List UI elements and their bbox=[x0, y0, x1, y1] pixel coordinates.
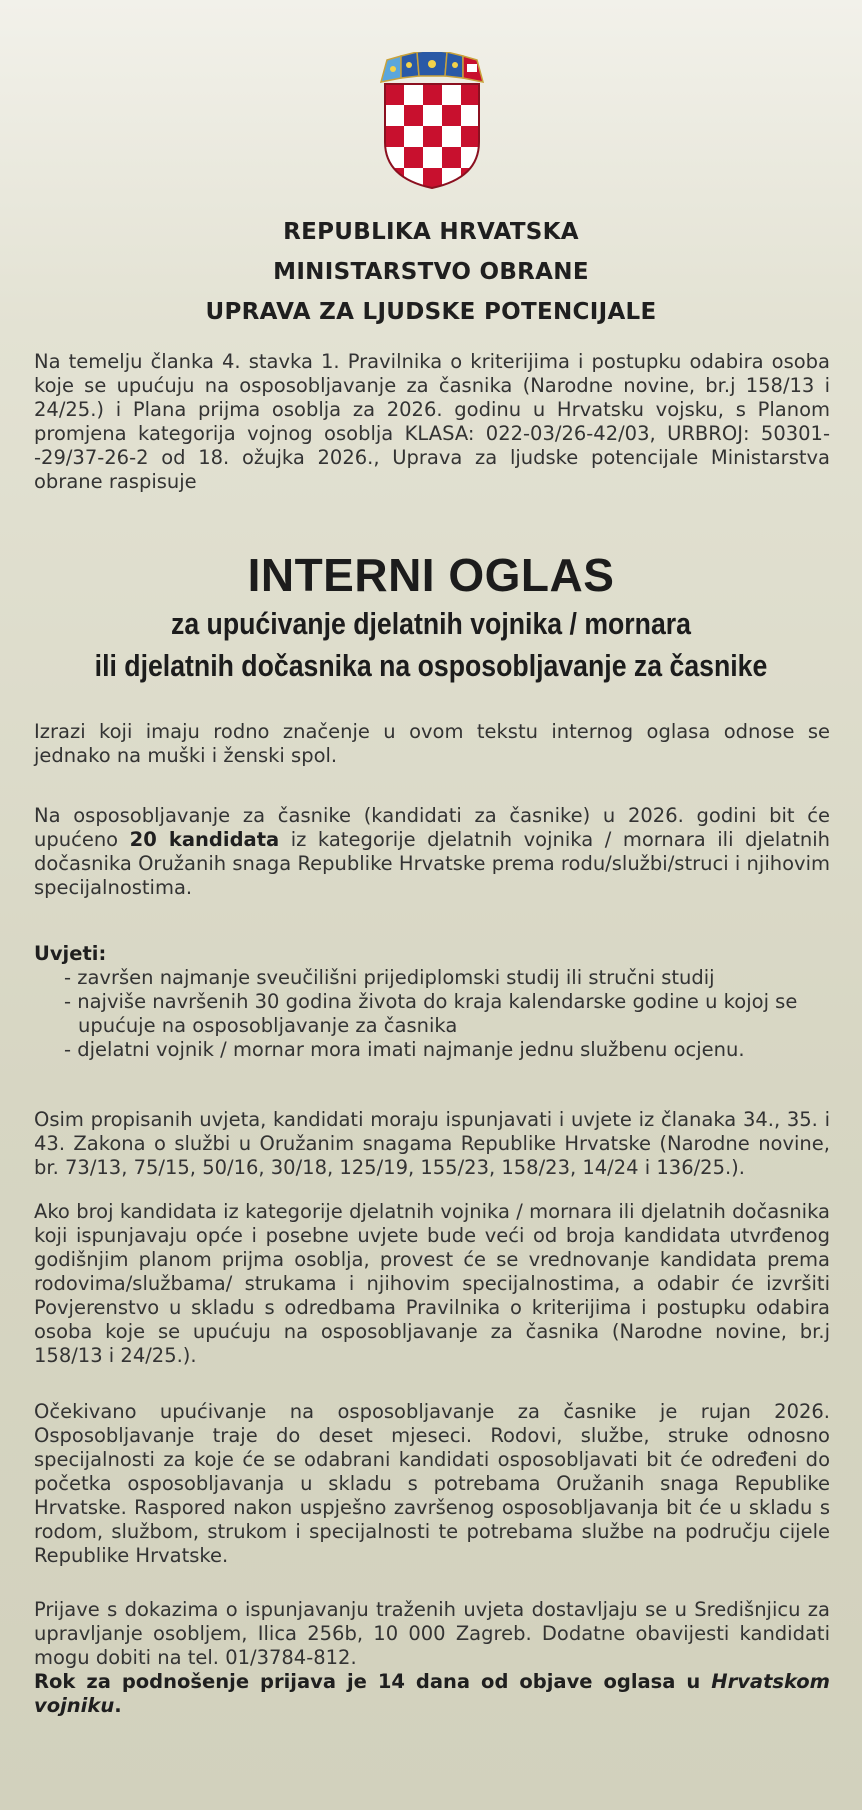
deadline-text: Rok za podnošenje prijava je 14 dana od objave oglasa u bbox=[34, 1670, 712, 1693]
deadline-end: . bbox=[114, 1694, 122, 1717]
crown-icon bbox=[381, 52, 483, 82]
candidates-count: 20 kandidata bbox=[129, 828, 280, 851]
title-subline-2: ili djelatnih dočasnika na osposobljavanje za časnike bbox=[94, 648, 768, 683]
header-line-republic: REPUBLIKA HRVATSKA bbox=[283, 219, 579, 245]
selection-paragraph: Ako broj kandidata iz kategorije djelatnih vojnika / mornara ili djelatnih dočasnika koji ispunjavaju opće i posebne uvjete bude veći od broja kandidata utvrđenog godišnjim planom prijma osoblja, provest će se vrednovanje kandidata prema rodovima/službama/ strukama i njihovim specijalnostima, a odabir će izvršiti Povjerenstvo u skladu s odredbama Pravilnika o kriterijima i postupku odabira osoba koje se upućuju na osposobljavanje za časnika (Narodne novine, br.j 158/13 i 24/25.). bbox=[34, 1200, 830, 1367]
list-item: - djelatni vojnik / mornar mora imati najmanje jednu službenu ocjenu. bbox=[64, 1038, 745, 1061]
gender-note-paragraph: Izrazi koji imaju rodno značenje u ovom tekstu internog oglasa odnose se jednako na muški i ženski spol. bbox=[34, 720, 830, 767]
applications-paragraph: Prijave s dokazima o ispunjavanju traženih uvjeta dostavljaju se u Središnjicu za upravljanje osobljem, Ilica 256b, 10 000 Zagreb. Dodatne obavijesti kandidati mogu dobiti na tel. 01/3784-812. bbox=[34, 1598, 830, 1669]
conditions-section bbox=[34, 942, 830, 1062]
list-item: - najviše navršenih 30 godina života do kraja kalendarske godine u kojoj se upućuje na osposobljavanje za časnika bbox=[64, 990, 798, 1037]
candidates-text-before: Na osposobljavanje za časnike (kandidati za časnike) u 2026. godini bit će upućeno bbox=[34, 804, 830, 851]
legal-conditions-paragraph: Osim propisanih uvjeta, kandidati moraju ispunjavati i uvjete iz članaka 34., 35. i 43. Zakona o službi u Oružanim snagama Republike Hrvatske (Narodne novine, br. 73/13, 75/15, 50/16, 30/18, 125/19, 155/23, 158/23, 14/24 i 136/25.). bbox=[34, 1108, 830, 1179]
conditions-heading: Uvjeti: bbox=[34, 942, 107, 965]
header-line-directorate: UPRAVA ZA LJUDSKE POTENCIJALE bbox=[205, 299, 657, 325]
training-paragraph: Očekivano upućivanje na osposobljavanje za časnike je rujan 2026. Osposobljavanje traje do deset mjeseci. Rodovi, službe, struke odnosno specijalnosti za koje će se odabrani kandidati osposobljavati bit će određeni do početka osposobljavanja u skladu s potrebama Oružanih snaga Republike Hrvatske. Raspored nakon uspješno završenog osposobljavanja bit će u skladu s rodom, službom, strukom i specijalnosti te potrebama službe na području cijele Republike Hrvatske. bbox=[34, 1400, 830, 1567]
conditions-list bbox=[34, 966, 830, 1062]
candidates-text-after: iz kategorije djelatnih vojnika / mornara ili djelatnih dočasnika Oružanih snaga Republike Hrvatske prema rodu/službi/struci i njihovim specijalnostima. bbox=[34, 828, 830, 899]
candidates-paragraph bbox=[34, 804, 830, 900]
deadline-publication: Hrvatskom vojniku bbox=[34, 1670, 830, 1717]
intro-paragraph: Na temelju članka 4. stavka 1. Pravilnika o kriterijima i postupku odabira osoba koje se upućuju na osposobljavanje za časnika (Narodne novine, br.j 158/13 i 24/25.) i Plana prijma osoblja za 2026. godinu u Hrvatsku vojsku, s Planom promjena kategorija vojnog osoblja KLASA: 022-03/26-42/03, URBROJ: 50301--29/37-26-2 od 18. ožujka 2026., Uprava za ljudske potencijale Ministarstva obrane raspisuje bbox=[34, 350, 830, 493]
title-subline-1: za upućivanje djelatnih vojnika / mornara bbox=[170, 606, 692, 641]
deadline-paragraph bbox=[34, 1670, 830, 1718]
page-title: INTERNI OGLAS bbox=[247, 549, 615, 601]
institution-header bbox=[0, 212, 862, 332]
list-item: - završen najmanje sveučilišni prijediplomski studij ili stručni studij bbox=[64, 966, 715, 989]
header-line-ministry: MINISTARSTVO OBRANE bbox=[273, 259, 589, 285]
croatian-coat-of-arms-icon bbox=[379, 52, 485, 190]
